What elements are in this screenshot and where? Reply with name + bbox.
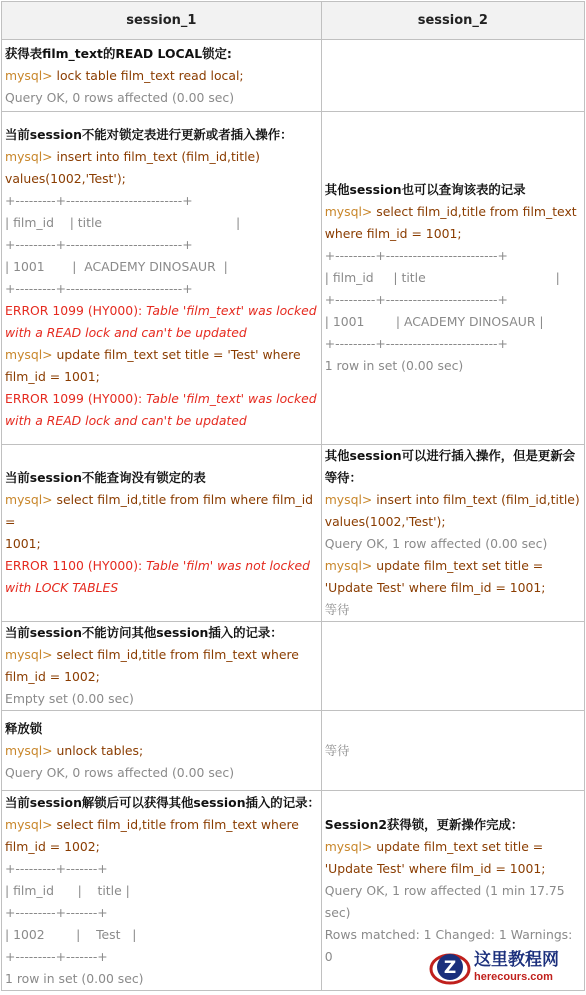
table-row xyxy=(2,112,585,445)
error-line xyxy=(5,300,321,322)
sql-command-line xyxy=(5,740,321,762)
sql-command-line xyxy=(325,489,584,511)
session-1-cell xyxy=(2,711,322,791)
mysql-prompt: mysql> xyxy=(5,816,53,832)
sql-command-line xyxy=(5,344,321,366)
session-lock-table xyxy=(1,1,585,991)
output-line: | film_id | title | xyxy=(5,215,241,230)
session-2-cell xyxy=(321,445,584,622)
mysql-prompt: mysql> xyxy=(5,347,53,362)
output-line: sec) xyxy=(324,904,351,920)
sql-command-line xyxy=(5,146,321,168)
sql-command-line xyxy=(5,644,321,666)
session-2-cell xyxy=(321,40,584,112)
table-row xyxy=(2,622,585,711)
output-line: Rows matched: 1 Changed: 1 Warnings: xyxy=(324,926,573,942)
step-heading: 获得表film_text的READ LOCAL锁定: xyxy=(5,45,232,61)
step-heading: 释放锁 xyxy=(5,720,43,736)
error-message: Table 'film_text' was locked xyxy=(142,391,317,406)
sql-command-text: 1001; xyxy=(5,536,41,551)
output-line: | 1002 | Test | xyxy=(5,926,137,942)
output-line: +---------+--------------------------+ xyxy=(5,237,193,252)
output-line: +---------+--------------------------+ xyxy=(5,281,193,296)
output-line: +---------+-------+ xyxy=(5,904,108,920)
step-heading: 其他session也可以查询该表的记录 xyxy=(324,182,526,197)
error-line xyxy=(5,388,321,410)
output-line: 0 xyxy=(324,948,333,964)
sql-command-text: insert into film_text (film_id,title) xyxy=(372,492,580,507)
session-2-cell xyxy=(321,112,584,445)
table-row xyxy=(2,711,585,791)
output-line: | film_id | title | xyxy=(5,882,130,898)
sql-command-text: 'Update Test' where film_id = 1001; xyxy=(324,580,546,595)
error-message: Table 'film_text' was locked xyxy=(142,303,317,318)
error-message: with a READ lock and can't be updated xyxy=(5,413,247,428)
output-line: 等待 xyxy=(324,602,350,617)
session-2-cell xyxy=(321,622,584,711)
svg-text:Z: Z xyxy=(443,958,457,978)
sql-command-line xyxy=(325,858,584,880)
error-message: with LOCK TABLES xyxy=(5,580,119,595)
output-line: +---------+-------+ xyxy=(5,948,108,964)
sql-command-text: insert into film_text (film_id,title) xyxy=(52,149,260,164)
error-line xyxy=(5,577,321,599)
sql-command-line xyxy=(325,836,584,858)
mysql-prompt: mysql> xyxy=(5,67,53,83)
error-line xyxy=(5,322,321,344)
sql-command-text: values(1002,'Test'); xyxy=(5,171,126,186)
sql-command-line xyxy=(325,201,584,223)
sql-command-line xyxy=(325,223,584,245)
sql-command-line xyxy=(5,168,321,190)
sql-command-line xyxy=(5,814,321,836)
sql-command-text: lock table film_text read local; xyxy=(52,67,244,83)
mysql-prompt: mysql> xyxy=(5,492,53,507)
session-1-cell xyxy=(2,791,322,991)
sql-command-text: select film_id,title from film_text where xyxy=(52,816,299,832)
output-line: +---------+-------+ xyxy=(5,860,108,876)
output-line: 等待 xyxy=(324,742,350,758)
error-line xyxy=(5,555,321,577)
site-logo xyxy=(428,945,580,989)
error-message: Table 'film' was not locked xyxy=(142,558,310,573)
step-heading: 当前session不能查询没有锁定的表 xyxy=(5,470,206,485)
table-header-row xyxy=(2,2,585,40)
step-heading: 当前session不能对锁定表进行更新或者插入操作： xyxy=(5,127,293,142)
session-2-cell xyxy=(321,711,584,791)
mysql-prompt: mysql> xyxy=(324,204,373,219)
session-1-cell xyxy=(2,445,322,622)
output-line: Query OK, 0 rows affected (0.00 sec) xyxy=(5,89,235,105)
step-heading: 其他session可以进行插入操作，但是更新会 xyxy=(324,448,576,463)
output-line: Query OK, 1 row affected (1 min 17.75 xyxy=(324,882,565,898)
sql-command-line xyxy=(325,511,584,533)
sql-command-text: select film_id,title from film_text where xyxy=(52,647,299,662)
mysql-prompt: mysql> xyxy=(5,149,53,164)
mysql-prompt: mysql> xyxy=(324,838,373,854)
sql-command-line xyxy=(5,666,321,688)
output-line: Empty set (0.00 sec) xyxy=(5,691,134,706)
sql-command-line xyxy=(5,366,321,388)
session-1-cell xyxy=(2,40,322,112)
sql-command-line xyxy=(5,533,321,555)
sql-command-text: select film_id,title from film where film_id = xyxy=(5,492,314,529)
logo-z-icon xyxy=(428,945,472,989)
error-line xyxy=(5,410,321,432)
output-line: +---------+--------------------------+ xyxy=(5,193,193,208)
table-row xyxy=(2,40,585,112)
step-heading: Session2获得锁，更新操作完成： xyxy=(324,816,524,832)
error-code: ERROR 1099 (HY000): xyxy=(5,303,143,318)
session-1-cell xyxy=(2,112,322,445)
sql-command-text: film_id = 1001; xyxy=(5,369,100,384)
sql-command-text: select film_id,title from film_text xyxy=(372,204,577,219)
sql-command-text: film_id = 1002; xyxy=(5,669,100,684)
output-line: +---------+-------------------------+ xyxy=(324,292,508,307)
session-1-cell xyxy=(2,622,322,711)
header-session-1: session_1 xyxy=(2,2,322,40)
sql-command-text: update film_text set title = 'Test' where xyxy=(52,347,301,362)
sql-command-line xyxy=(5,836,321,858)
output-line: +---------+-------------------------+ xyxy=(324,248,508,263)
output-line: 1 row in set (0.00 sec) xyxy=(324,358,464,373)
sql-command-text: 'Update Test' where film_id = 1001; xyxy=(324,860,546,876)
output-line: +---------+-------------------------+ xyxy=(324,336,508,351)
sql-command-line xyxy=(325,555,584,577)
error-code: ERROR 1100 (HY000): xyxy=(5,558,143,573)
sql-command-line xyxy=(5,65,321,87)
step-heading: 当前session不能访问其他session插入的记录： xyxy=(5,625,283,640)
output-line: | 1001 | ACADEMY DINOSAUR | xyxy=(324,314,544,329)
mysql-prompt: mysql> xyxy=(5,742,53,758)
sql-command-text: update film_text set title = xyxy=(372,558,544,573)
logo-domain-text: herecours.com xyxy=(474,971,553,983)
step-heading: 等待： xyxy=(324,470,362,485)
output-line: 1 row in set (0.00 sec) xyxy=(5,970,144,986)
sql-command-line xyxy=(5,489,321,533)
output-line: Query OK, 1 row affected (0.00 sec) xyxy=(324,536,548,551)
sql-command-text: where film_id = 1001; xyxy=(324,226,462,241)
sql-command-text: film_id = 1002; xyxy=(5,838,100,854)
sql-command-text: values(1002,'Test'); xyxy=(324,514,446,529)
mysql-prompt: mysql> xyxy=(324,492,373,507)
sql-command-text: update film_text set title = xyxy=(372,838,544,854)
table-body xyxy=(2,40,585,991)
mysql-prompt: mysql> xyxy=(324,558,373,573)
mysql-prompt: mysql> xyxy=(5,647,53,662)
sql-command-line xyxy=(325,577,584,599)
error-message: with a READ lock and can't be updated xyxy=(5,325,247,340)
output-line: | 1001 | ACADEMY DINOSAUR | xyxy=(5,259,228,274)
output-line: Query OK, 0 rows affected (0.00 sec) xyxy=(5,764,235,780)
logo-chinese-text: 这里教程网 xyxy=(474,950,559,970)
step-heading: 当前session解锁后可以获得其他session插入的记录： xyxy=(5,794,320,810)
table-row xyxy=(2,445,585,622)
sql-command-text: unlock tables; xyxy=(52,742,144,758)
output-line: | film_id | title | xyxy=(324,270,560,285)
header-session-2: session_2 xyxy=(321,2,584,40)
error-code: ERROR 1099 (HY000): xyxy=(5,391,143,406)
